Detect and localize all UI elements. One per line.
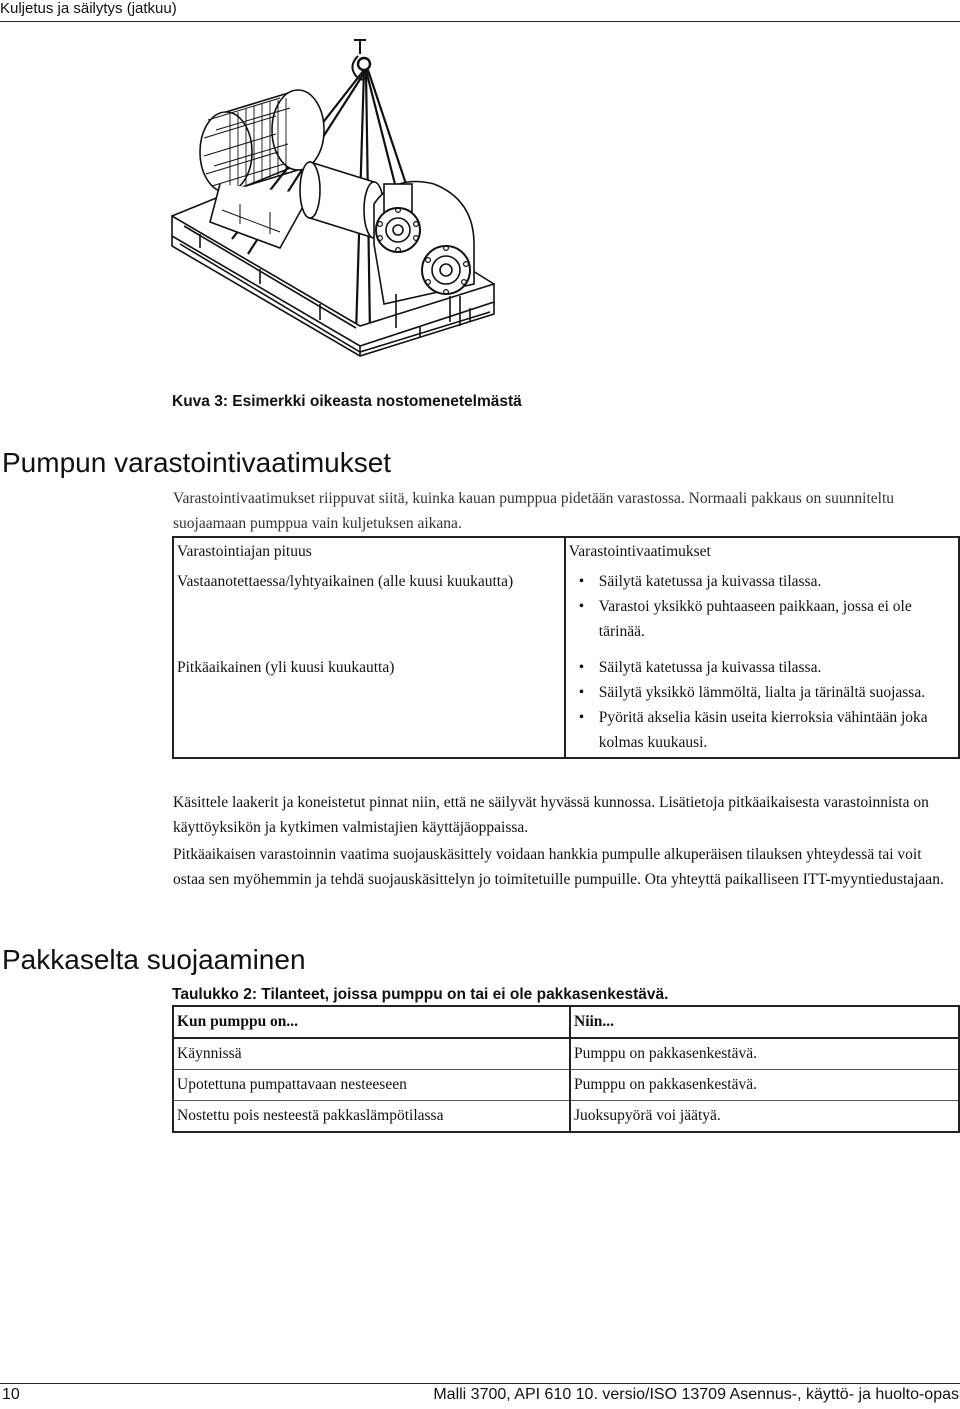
footer-document-title: Malli 3700, API 610 10. versio/ISO 13709 Asennus-, käyttö- ja huolto-opas bbox=[433, 1386, 959, 1403]
storage-requirements-table bbox=[172, 536, 960, 759]
storage-period-cell: Pitkäaikainen (yli kuusi kuukautta) bbox=[173, 654, 565, 758]
column-header-period: Varastointiajan pituus bbox=[173, 537, 565, 568]
page-number: 10 bbox=[2, 1386, 20, 1403]
condition-cell: Käynnissä bbox=[173, 1038, 570, 1070]
figure-caption: Kuva 3: Esimerkki oikeasta nostomenetelmästä bbox=[172, 393, 522, 410]
condition-cell: Nostettu pois nesteestä pakkaslämpötilassa bbox=[173, 1101, 570, 1133]
column-header-requirements: Varastointivaatimukset bbox=[568, 543, 711, 560]
requirements-cell bbox=[565, 568, 959, 654]
table-row bbox=[173, 1101, 959, 1133]
result-cell: Pumppu on pakkasenkestävä. bbox=[570, 1070, 959, 1101]
long-term-storage-paragraph: Pitkäaikaisen varastoinnin vaatima suojauskäsittely voidaan hankkia pumpulle alkuperäisen tilauksen yhteydessä tai voit ostaa sen myöhemmin ja tehdä suojauskäsittelyn jo toimitetuille pumpuille. Ota yhteyttä paikalliseen ITT-myyntiedustajaan. bbox=[173, 846, 944, 888]
table-row bbox=[173, 1070, 959, 1101]
handling-paragraph: Käsittele laakerit ja koneistetut pinnat niin, että ne säilyvät hyvässä kunnossa. Lisätietoja pitkäaikaisesta varastoinnista on käyttöyksikön ja kytkimen valmistajien käyttäjäoppaissa. bbox=[173, 794, 929, 836]
column-header-condition: Kun pumppu on... bbox=[173, 1006, 570, 1038]
storage-intro-paragraph: Varastointivaatimukset riippuvat siitä, kuinka kauan pumppua pidetään varastossa. Normaali pakkaus on suunniteltu suojaamaan pumppua vain kuljetuksen aikana. bbox=[173, 490, 895, 532]
table-header-row bbox=[173, 537, 959, 568]
table-row bbox=[173, 1038, 959, 1070]
requirements-list bbox=[569, 569, 954, 644]
list-item: • Säilytä katetussa ja kuivassa tilassa. bbox=[579, 569, 954, 594]
table-caption: Taulukko 2: Tilanteet, joissa pumppu on tai ei ole pakkasenkestävä. bbox=[172, 986, 669, 1003]
running-header: Kuljetus ja säilytys (jatkuu) bbox=[0, 0, 177, 17]
result-cell: Juoksupyörä voi jäätyä. bbox=[574, 1107, 721, 1124]
column-header-result: Niin... bbox=[570, 1006, 959, 1038]
coupling-guard bbox=[300, 162, 384, 238]
section-heading-storage: Pumpun varastointivaatimukset bbox=[2, 447, 392, 478]
condition-cell: Upotettuna pumpattavaan nesteeseen bbox=[173, 1070, 570, 1101]
list-item: • Varastoi yksikkö puhtaaseen paikkaan, jossa ei ole tärinää. bbox=[579, 594, 954, 644]
section-heading-frost: Pakkaselta suojaaminen bbox=[2, 944, 306, 975]
frost-protection-table bbox=[172, 1005, 960, 1133]
table-row bbox=[173, 568, 959, 654]
storage-period-cell: Vastaanotettaessa/lyhtyaikainen (alle kuusi kuukautta) bbox=[173, 568, 565, 654]
list-item: • Säilytä yksikkö lämmöltä, lialta ja tärinältä suojassa. bbox=[579, 680, 954, 705]
result-cell: Pumppu on pakkasenkestävä. bbox=[570, 1038, 959, 1070]
requirements-cell bbox=[565, 654, 959, 758]
table-row bbox=[173, 654, 959, 758]
list-item: • Pyöritä akselia käsin useita kierroksia vähintään joka kolmas kuukausi. bbox=[579, 705, 954, 755]
table-header-row bbox=[173, 1006, 959, 1038]
pump-lifting-illustration bbox=[160, 34, 500, 374]
header-rule bbox=[0, 21, 960, 22]
requirements-list bbox=[569, 655, 954, 755]
footer-rule bbox=[0, 1383, 960, 1384]
hook-ring bbox=[358, 58, 370, 70]
list-item: • Säilytä katetussa ja kuivassa tilassa. bbox=[579, 655, 954, 680]
